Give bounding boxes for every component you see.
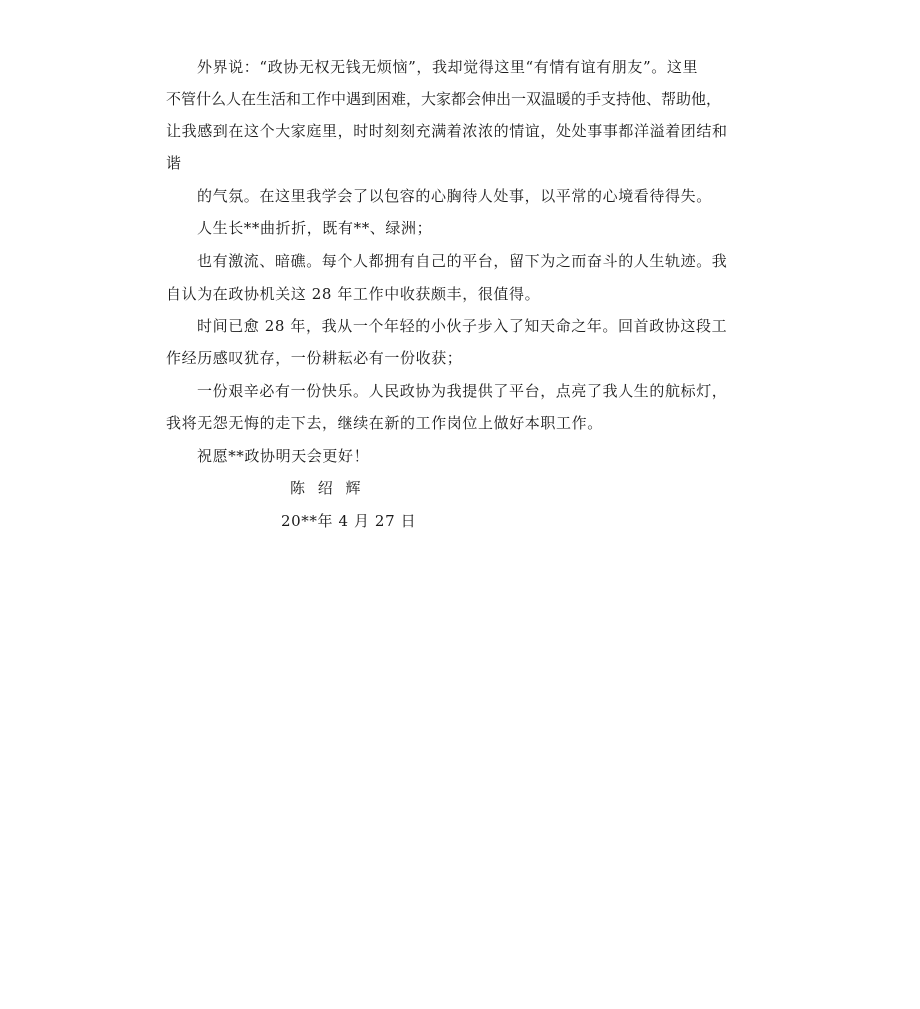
paragraph-5-line-1: 时间已愈 28 年，我从一个年轻的小伙子步入了知天命之年。回首政协这段工 <box>197 317 728 335</box>
date: 20**年 4 月 27 日 <box>281 512 417 530</box>
paragraph-1-line-4: 谐 <box>166 154 182 172</box>
signature: 陈 绍 辉 <box>290 479 365 497</box>
paragraph-2-line-1: 的气氛。在这里我学会了以包容的心胸待人处事，以平常的心境看待得失。 <box>197 187 712 205</box>
paragraph-4-line-2: 自认为在政协机关这 28 年工作中收获颇丰，很值得。 <box>166 285 541 303</box>
paragraph-6-line-1: 一份艰辛必有一份快乐。人民政协为我提供了平台，点亮了我人生的航标灯， <box>197 382 728 400</box>
paragraph-6-line-2: 我将无怨无悔的走下去，继续在新的工作岗位上做好本职工作。 <box>166 414 603 432</box>
paragraph-5-line-2: 作经历感叹犹存，一份耕耘必有一份收获； <box>166 349 463 367</box>
paragraph-1-line-3: 让我感到在这个大家庭里，时时刻刻充满着浓浓的情谊，处处事事都洋溢着团结和 <box>166 122 728 140</box>
paragraph-3-line-1: 人生长**曲折折，既有**、绿洲； <box>197 219 433 237</box>
paragraph-1-line-2 <box>166 89 758 109</box>
paragraph-1-line-2-text: 不管什么人在生活和工作中遇到困难，大家都会伸出一双温暖的手支持他、帮助他， <box>166 90 722 108</box>
paragraph-4-line-1: 也有激流、暗礁。每个人都拥有自己的平台，留下为之而奋斗的人生轨迹。我 <box>197 252 728 270</box>
paragraph-1-line-1: 外界说：“政协无权无钱无烦恼”，我却觉得这里“有情有谊有朋友”。这里 <box>197 58 699 76</box>
paragraph-7-line-1: 祝愿**政协明天会更好！ <box>197 447 370 465</box>
